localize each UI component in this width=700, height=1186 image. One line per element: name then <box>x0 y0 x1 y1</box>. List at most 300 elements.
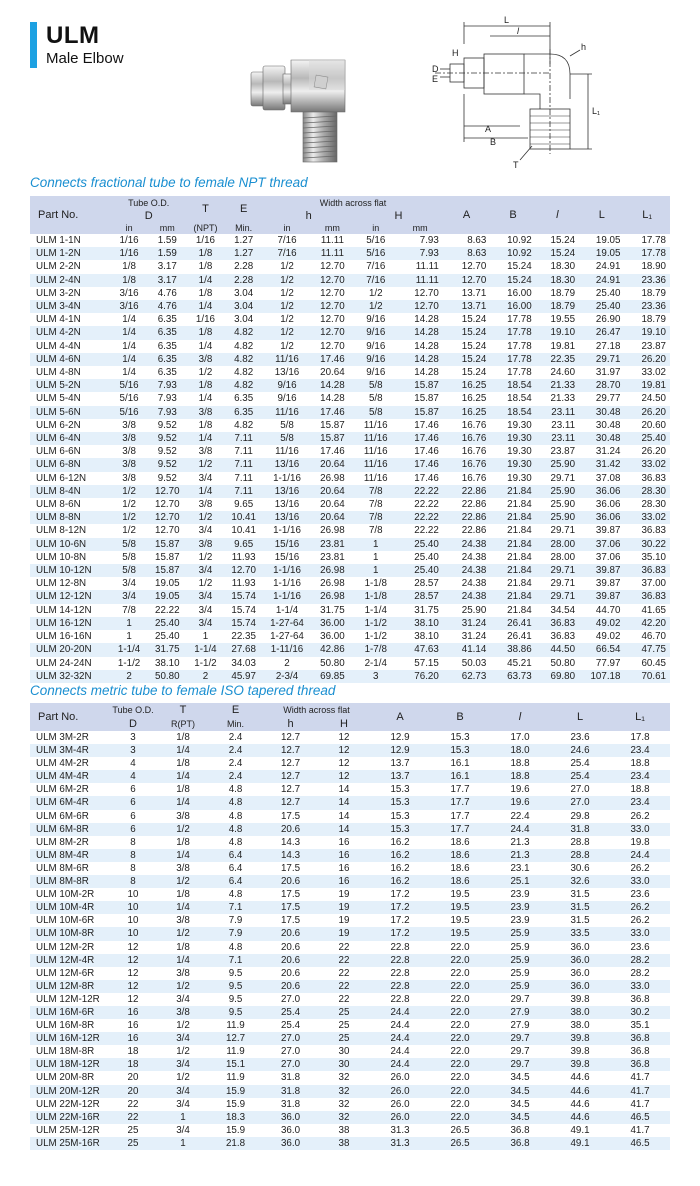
cell-b: 15.24 <box>490 274 535 287</box>
cell-h: 25.4 <box>263 1006 318 1019</box>
cell-e: 11.9 <box>226 1046 245 1058</box>
cell-l1: 23.36 <box>624 274 670 287</box>
cell-H-mm: 28.57 <box>397 590 442 603</box>
cell-part-no: ULM 6M-2R <box>36 784 89 796</box>
cell-H-mm: 14.28 <box>414 367 439 379</box>
cell-tube-mm: 7.93 <box>148 406 187 419</box>
cell-b: 18.6 <box>430 875 490 888</box>
cell-part-no: ULM 25M-12R <box>36 1124 100 1136</box>
cell-H-mm: 25.40 <box>397 564 442 577</box>
cell-b: 22.0 <box>430 1111 490 1124</box>
cell-h-mm: 15.87 <box>320 419 345 431</box>
cell-t: 1/4 <box>187 432 224 445</box>
cell-t: 1/8 <box>187 379 224 392</box>
cell-h-in: 1-1/16 <box>273 578 301 590</box>
table-row <box>30 836 670 849</box>
cell-b: 18.54 <box>490 406 535 419</box>
cell-t: 3/8 <box>176 967 190 979</box>
cell-part-no: ULM 16-16N <box>36 631 92 643</box>
table-row <box>30 1137 670 1150</box>
cell-part-no: ULM 5-2N <box>30 379 111 392</box>
cell-l1: 47.75 <box>624 643 670 656</box>
cell-h-in: 5/8 <box>280 419 294 431</box>
cell-l-small: 29.71 <box>550 578 576 590</box>
cell-l1: 33.02 <box>641 367 666 379</box>
cell-e: 45.97 <box>224 670 263 683</box>
table-row <box>30 551 670 564</box>
cell-l1: 41.65 <box>641 604 666 616</box>
cell-a: 13.7 <box>370 770 430 783</box>
cell-part-no: ULM 32-32N <box>30 670 111 683</box>
cell-h-mm: 31.75 <box>320 604 345 616</box>
cell-tube-in: 3/16 <box>111 300 148 313</box>
cell-b: 19.30 <box>490 432 535 445</box>
label-E: E <box>432 74 439 84</box>
cell-H: 32 <box>338 1072 350 1084</box>
cell-h: 20.6 <box>263 875 318 888</box>
cell-e: 4.8 <box>228 941 243 953</box>
cell-part-no: ULM 10-12N <box>30 564 111 577</box>
cell-h: 20.6 <box>263 980 318 993</box>
table-row <box>30 353 670 366</box>
cell-h-mm: 20.64 <box>311 458 354 471</box>
cell-H: 22 <box>318 980 370 993</box>
product-title: ULM <box>46 22 100 49</box>
cell-h-mm: 15.87 <box>311 432 354 445</box>
cell-a: 22.8 <box>370 980 430 993</box>
cell-tube-d: 8 <box>130 862 136 874</box>
cell-b: 21.84 <box>490 511 535 524</box>
cell-part-no: ULM 20M-12R <box>30 1085 108 1098</box>
table-row <box>30 914 670 927</box>
cell-H: 19 <box>318 901 370 914</box>
cell-h: 12.7 <box>280 784 301 796</box>
cell-H-mm: 76.20 <box>397 670 442 683</box>
cell-b: 17.78 <box>507 314 532 326</box>
cell-l: 36.0 <box>570 941 590 953</box>
cell-part-no: ULM 8M-6R <box>36 862 89 874</box>
cell-e: 1.27 <box>234 235 254 246</box>
cell-l: 25.4 <box>570 758 590 770</box>
cell-part-no: ULM 12M-2R <box>36 941 95 953</box>
table-row <box>30 862 670 875</box>
cell-l: 25.40 <box>579 300 624 313</box>
cell-e: 7.9 <box>228 915 243 927</box>
cell-l: 49.02 <box>579 617 624 630</box>
cell-H-in: 9/16 <box>366 340 386 352</box>
cell-t: 1/2 <box>198 367 213 379</box>
cell-h-mm: 26.98 <box>320 525 345 537</box>
cell-t: 1/2 <box>158 823 208 836</box>
cell-H-mm: 38.10 <box>414 631 439 643</box>
cell-l-small: 21.3 <box>510 836 530 848</box>
cell-l-small: 29.7 <box>490 1058 550 1071</box>
cell-l-small: 29.7 <box>510 1046 530 1058</box>
cell-h-in: 1/2 <box>280 287 294 299</box>
cell-l: 37.06 <box>579 538 624 551</box>
cell-b: 17.78 <box>507 340 532 352</box>
cell-h-mm: 11.11 <box>311 247 354 260</box>
cell-part-no: ULM 24-24N <box>36 657 92 669</box>
unit-in: in <box>263 222 310 234</box>
cell-H-in: 11/16 <box>363 446 388 458</box>
cell-l1: 23.6 <box>630 941 650 953</box>
cell-a: 13.71 <box>461 287 487 299</box>
cell-b: 22.0 <box>450 1020 470 1032</box>
cell-e: 15.74 <box>224 590 263 603</box>
cell-e: 7.1 <box>208 901 263 914</box>
cell-h-mm: 23.81 <box>311 538 354 551</box>
cell-h-in: 11/16 <box>263 353 310 366</box>
cell-H: 38 <box>338 1124 350 1136</box>
cell-e: 7.11 <box>224 458 263 471</box>
header-b: B <box>430 703 490 731</box>
table-row <box>30 1124 670 1137</box>
cell-part-no: ULM 12M-6R <box>36 967 95 979</box>
cell-e: 6.4 <box>208 849 263 862</box>
cell-e: 4.82 <box>224 379 263 392</box>
cell-l: 28.8 <box>570 836 590 848</box>
cell-tube-d: 22 <box>108 1111 158 1124</box>
cell-l-small: 34.5 <box>510 1098 530 1110</box>
cell-l1: 23.4 <box>610 744 670 757</box>
cell-H-mm: 22.22 <box>397 511 442 524</box>
cell-e: 7.11 <box>234 472 253 484</box>
cell-h-mm: 23.81 <box>320 551 345 563</box>
cell-h-mm: 20.64 <box>311 511 354 524</box>
cell-h-mm: 50.80 <box>320 657 345 669</box>
cell-tube-mm: 6.35 <box>157 340 177 352</box>
cell-l1: 25.40 <box>624 432 670 445</box>
cell-H-mm: 14.28 <box>414 314 439 326</box>
cell-H: 32 <box>318 1111 370 1124</box>
cell-H-in: 1-1/4 <box>364 604 387 616</box>
cell-l1: 46.5 <box>610 1111 670 1124</box>
cell-l-small: 19.6 <box>490 796 550 809</box>
cell-e: 4.82 <box>234 367 254 379</box>
cell-h-mm: 14.28 <box>311 379 354 392</box>
cell-t: 1/4 <box>187 274 224 287</box>
cell-part-no: ULM 4-1N <box>36 314 81 326</box>
cell-t: 3/4 <box>158 1085 208 1098</box>
cell-h: 12.7 <box>263 796 318 809</box>
header-b: B <box>490 196 535 234</box>
cell-tube-d: 10 <box>127 889 139 901</box>
cell-part-no: ULM 6-4N <box>30 432 111 445</box>
cell-H-in: 11/16 <box>354 458 397 471</box>
cell-h: 17.5 <box>280 810 301 822</box>
cell-l1: 36.83 <box>641 472 666 484</box>
cell-a: 13.71 <box>443 300 490 313</box>
table-row <box>30 340 670 353</box>
table-row <box>30 941 670 954</box>
cell-l: 38.0 <box>550 1006 610 1019</box>
cell-e: 7.11 <box>224 485 263 498</box>
cell-l-small: 19.10 <box>536 326 579 339</box>
table-row <box>30 888 670 901</box>
cell-h-in: 1/2 <box>280 340 294 352</box>
cell-H-mm: 22.22 <box>414 499 439 511</box>
cell-t: 1/8 <box>198 261 213 273</box>
cell-H-in: 3 <box>354 670 397 683</box>
cell-l-small: 23.9 <box>510 889 530 901</box>
cell-h: 20.6 <box>263 823 318 836</box>
cell-l: 25.40 <box>595 287 621 299</box>
cell-tube-in: 1/2 <box>122 499 136 511</box>
cell-l-small: 18.8 <box>510 758 530 770</box>
header-width-across-flat: Width across flat <box>263 703 370 717</box>
cell-b: 22.0 <box>430 954 490 967</box>
table-row <box>30 300 670 313</box>
cell-l1: 60.45 <box>641 657 666 669</box>
cell-b: 19.5 <box>430 927 490 940</box>
cell-e: 11.9 <box>226 1020 245 1032</box>
cell-e: 7.9 <box>208 927 263 940</box>
header-t-sub: (NPT) <box>187 222 224 234</box>
cell-b: 22.0 <box>450 967 470 979</box>
cell-l: 33.5 <box>550 927 610 940</box>
cell-tube-d: 25 <box>127 1124 139 1136</box>
cell-b: 16.1 <box>430 770 490 783</box>
cell-a: 17.2 <box>370 927 430 940</box>
cell-tube-d: 25 <box>108 1137 158 1150</box>
cell-tube-in: 3/8 <box>122 472 136 484</box>
cell-part-no: ULM 3M-2R <box>36 732 89 743</box>
cell-t: 1/2 <box>198 551 213 563</box>
cell-h-mm: 12.70 <box>320 340 345 352</box>
cell-l1: 36.8 <box>630 1046 650 1058</box>
cell-b: 16.00 <box>490 300 535 313</box>
cell-b: 26.41 <box>507 631 532 643</box>
cell-part-no: ULM 8-4N <box>30 485 111 498</box>
cell-l: 29.71 <box>579 353 624 366</box>
table-row <box>30 810 670 823</box>
cell-h-in: 1-1/4 <box>275 604 299 616</box>
cell-l-small: 18.30 <box>536 274 579 287</box>
table-row <box>30 1032 670 1045</box>
cell-tube-mm: 9.52 <box>157 419 177 431</box>
cell-tube-d: 10 <box>108 927 158 940</box>
cell-b: 22.0 <box>430 1058 490 1071</box>
cell-t: 3/8 <box>198 499 213 511</box>
cell-t: 3/4 <box>176 1124 190 1136</box>
cell-l: 31.5 <box>570 889 590 901</box>
cell-l1: 28.30 <box>624 485 670 498</box>
cell-l1: 30.2 <box>610 1006 670 1019</box>
cell-tube-in: 5/16 <box>119 393 139 405</box>
cell-H-mm: 7.93 <box>397 247 442 260</box>
cell-t: 1/8 <box>198 287 213 299</box>
cell-e: 15.9 <box>225 1124 246 1136</box>
cell-b: 19.5 <box>450 915 470 927</box>
cell-b: 22.0 <box>430 1085 490 1098</box>
cell-e: 1.27 <box>224 247 263 260</box>
cell-l-small: 36.8 <box>490 1137 550 1150</box>
cell-l: 49.1 <box>570 1124 590 1136</box>
cell-H-in: 7/16 <box>354 274 397 287</box>
cell-e: 4.8 <box>208 796 263 809</box>
cell-e: 4.8 <box>228 836 243 848</box>
cell-a: 24.4 <box>390 1020 410 1032</box>
cell-b: 21.84 <box>507 499 532 511</box>
cell-h-in: 2 <box>284 657 290 669</box>
cell-part-no: ULM 10M-4R <box>30 901 108 914</box>
header-tube-od: Tube O.D. <box>111 196 187 209</box>
cell-h-mm: 17.46 <box>311 406 354 419</box>
cell-tube-mm: 12.70 <box>148 485 187 498</box>
cell-e: 4.8 <box>208 823 263 836</box>
cell-a: 22.86 <box>461 525 487 537</box>
cell-l1: 23.6 <box>630 889 650 901</box>
cell-h-mm: 12.70 <box>320 287 345 299</box>
header-h-small: h <box>263 209 354 222</box>
cell-tube-in: 3/8 <box>122 446 136 458</box>
table-row <box>30 590 670 603</box>
cell-l-small: 27.9 <box>510 1020 530 1032</box>
cell-l1: 35.10 <box>641 551 666 563</box>
cell-H-mm: 12.70 <box>414 287 439 299</box>
cell-tube-mm: 12.70 <box>148 511 187 524</box>
cell-H: 16 <box>318 875 370 888</box>
unit-in: in <box>354 222 397 234</box>
cell-part-no: ULM 6M-4R <box>30 796 108 809</box>
cell-h: 12.7 <box>280 758 301 770</box>
cell-l1: 28.2 <box>610 954 670 967</box>
cell-l1: 26.2 <box>610 901 670 914</box>
cell-a: 16.76 <box>461 472 487 484</box>
cell-h: 17.5 <box>280 889 301 901</box>
cell-e: 9.65 <box>224 538 263 551</box>
cell-H: 12 <box>318 744 370 757</box>
cell-h: 27.0 <box>263 1058 318 1071</box>
cell-H-in: 1-1/2 <box>354 617 397 630</box>
cell-tube-in: 1/4 <box>111 353 148 366</box>
cell-l: 25.4 <box>550 770 610 783</box>
cell-tube-mm: 22.22 <box>155 604 180 616</box>
cell-b: 22.0 <box>450 1046 470 1058</box>
header-d: D <box>111 209 187 222</box>
cell-H-in: 7/8 <box>368 525 383 537</box>
cell-e: 21.8 <box>208 1137 263 1150</box>
cell-a: 15.3 <box>370 823 430 836</box>
cell-part-no: ULM 22M-16R <box>30 1111 108 1124</box>
cell-h: 14.3 <box>280 836 301 848</box>
cell-H-mm: 47.63 <box>397 643 442 656</box>
cell-tube-in: 3/4 <box>111 590 148 603</box>
table-row <box>30 260 670 273</box>
cell-l-small: 19.6 <box>510 784 530 796</box>
cell-e: 22.35 <box>231 631 256 643</box>
cell-l: 44.70 <box>595 604 621 616</box>
table-row <box>30 604 670 617</box>
cell-tube-in: 1/2 <box>111 485 148 498</box>
cell-e: 6.35 <box>224 406 263 419</box>
cell-l1: 36.8 <box>610 1058 670 1071</box>
cell-e: 11.9 <box>226 1072 245 1084</box>
cell-tube-mm: 7.93 <box>157 393 177 405</box>
cell-h-mm: 36.00 <box>320 631 345 643</box>
cell-part-no: ULM 18M-12R <box>30 1058 108 1071</box>
cell-tube-d: 16 <box>108 1032 158 1045</box>
cell-part-no: ULM 4-8N <box>36 367 81 379</box>
cell-tube-in: 1-1/4 <box>111 643 148 656</box>
cell-l1: 20.60 <box>641 419 666 431</box>
cell-H: 22 <box>338 941 350 953</box>
cell-l: 28.8 <box>550 849 610 862</box>
cell-t: 3/8 <box>158 1006 208 1019</box>
cell-b: 15.3 <box>430 744 490 757</box>
cell-t: 3/8 <box>176 810 190 822</box>
cell-e: 6.4 <box>208 875 263 888</box>
cell-H: 30 <box>318 1058 370 1071</box>
cell-H-mm: 31.75 <box>414 604 439 616</box>
cell-a: 16.76 <box>443 458 490 471</box>
cell-tube-d: 3 <box>108 744 158 757</box>
cell-h-in: 1/2 <box>263 326 310 339</box>
cell-l-small: 36.8 <box>510 1124 530 1136</box>
header-t: T <box>158 703 208 717</box>
cell-l-small: 23.9 <box>490 901 550 914</box>
table-row <box>30 1111 670 1124</box>
table-row <box>30 796 670 809</box>
cell-t: 1/4 <box>198 393 213 405</box>
cell-h-mm: 17.46 <box>320 446 345 458</box>
cell-b: 18.54 <box>490 379 535 392</box>
header-part-no: Part No. <box>30 703 108 731</box>
cell-b: 45.21 <box>507 657 532 669</box>
cell-t: 1-1/4 <box>187 643 224 656</box>
cell-H-in: 1-1/8 <box>354 590 397 603</box>
cell-h: 17.5 <box>263 901 318 914</box>
cell-tube-in: 3/8 <box>122 419 136 431</box>
cell-l-small: 23.11 <box>536 432 579 445</box>
cell-t: 1/2 <box>158 875 208 888</box>
cell-t: 1/2 <box>176 1072 190 1084</box>
table-row <box>30 234 670 247</box>
table-row <box>30 564 670 577</box>
cell-a: 16.2 <box>390 862 410 874</box>
cell-tube-in: 1/4 <box>111 326 148 339</box>
cell-a: 41.14 <box>443 643 490 656</box>
header-part-no: Part No. <box>30 196 111 234</box>
cell-l-small: 29.7 <box>490 1032 550 1045</box>
cell-l: 77.97 <box>595 657 621 669</box>
table-row <box>30 274 670 287</box>
cell-t: 1/4 <box>158 954 208 967</box>
cell-a: 62.73 <box>443 670 490 683</box>
cell-tube-mm: 4.76 <box>157 287 177 299</box>
cell-e: 6.35 <box>234 393 254 405</box>
cell-h-mm: 20.64 <box>311 485 354 498</box>
cell-b: 26.5 <box>450 1124 470 1136</box>
cell-e: 3.04 <box>224 300 263 313</box>
cell-a: 50.03 <box>461 657 487 669</box>
cell-H-mm: 15.87 <box>397 379 442 392</box>
table-row <box>30 577 670 590</box>
cell-l1: 18.8 <box>630 758 650 770</box>
cell-tube-d: 20 <box>108 1085 158 1098</box>
cell-l1: 17.8 <box>630 732 650 743</box>
table-row <box>30 313 670 326</box>
cell-l: 37.08 <box>595 472 621 484</box>
cell-t: 1/2 <box>158 980 208 993</box>
label-B: B <box>490 137 497 147</box>
cell-a: 24.38 <box>461 578 487 590</box>
cell-h-mm: 26.98 <box>311 590 354 603</box>
cell-t: 3/8 <box>176 915 190 927</box>
cell-part-no: ULM 10M-2R <box>36 889 95 901</box>
cell-l1: 30.22 <box>624 538 670 551</box>
